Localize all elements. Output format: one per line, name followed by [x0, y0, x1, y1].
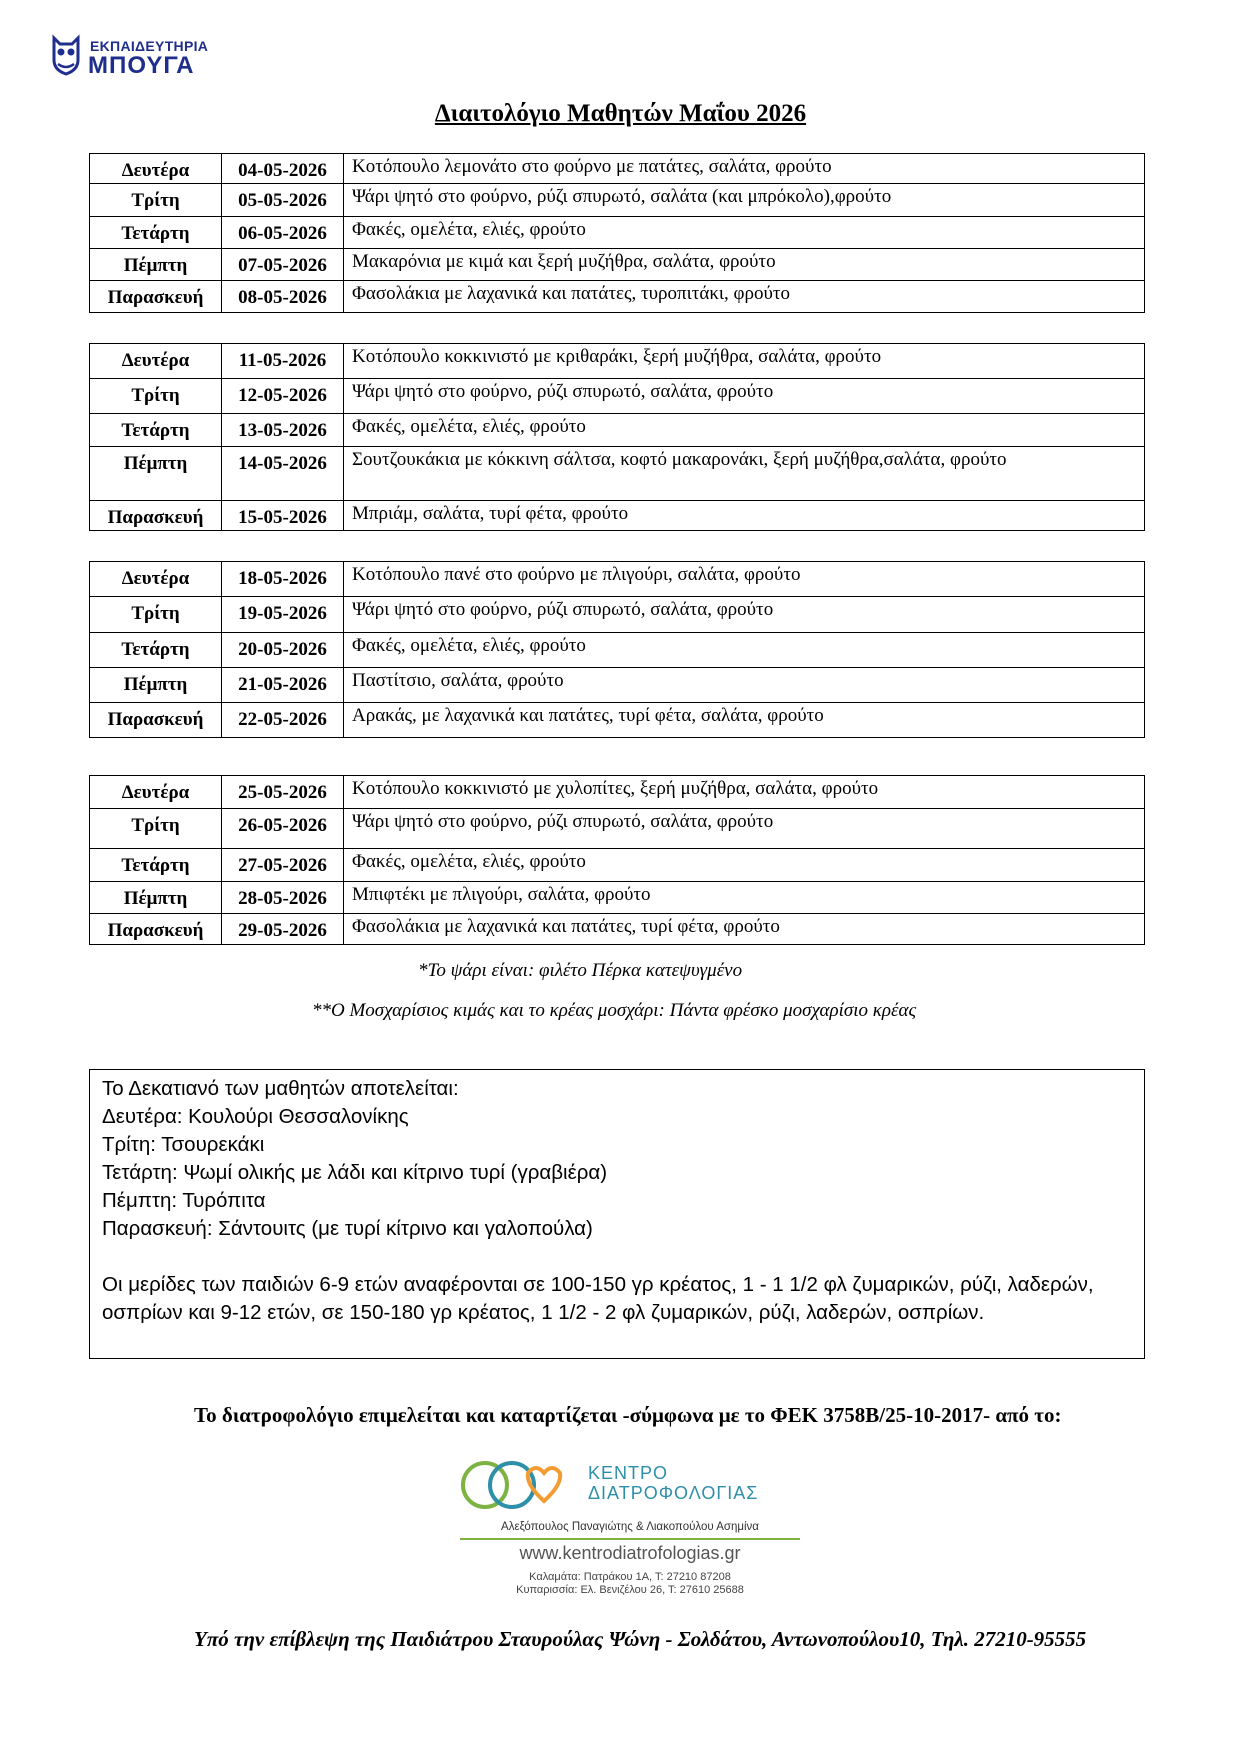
center-address-1: Καλαμάτα: Πατράκου 1Α, Τ: 27210 87208 — [529, 1571, 731, 1583]
day-cell: Δευτέρα — [90, 562, 222, 597]
center-people: Αλεξόπουλος Παναγιώτης & Λιακοπούλου Ασημίνα — [501, 1521, 759, 1533]
divider — [460, 1538, 800, 1540]
snack-monday: Δευτέρα: Κουλούρι Θεσσαλονίκης — [102, 1105, 409, 1128]
meal-cell: Αρακάς, με λαχανικά και πατάτες, τυρί φέτα, σαλάτα, φρούτο — [344, 703, 1145, 738]
date-cell: 29-05-2026 — [222, 914, 344, 945]
logo-text-top: ΕΚΠΑΙΔΕΥΤΗΡΙΑ — [90, 38, 209, 54]
meal-cell: Φασολάκια με λαχανικά και πατάτες, τυρί φέτα, φρούτο — [344, 914, 1145, 945]
date-cell: 26-05-2026 — [222, 809, 344, 849]
day-cell: Πέμπτη — [90, 447, 222, 501]
meal-cell: Φακές, ομελέτα, ελιές, φρούτο — [344, 414, 1145, 447]
day-cell: Παρασκευή — [90, 914, 222, 945]
day-cell: Παρασκευή — [90, 501, 222, 531]
day-cell: Παρασκευή — [90, 703, 222, 738]
meal-cell: Κοτόπουλο κοκκινιστό με χυλοπίτες, ξερή μυζήθρα, σαλάτα, φρούτο — [344, 776, 1145, 809]
school-logo — [48, 34, 238, 82]
meal-cell: Ψάρι ψητό στο φούρνο, ρύζι σπυρωτό, σαλάτα, φρούτο — [344, 597, 1145, 633]
fish-note: *Το ψάρι είναι: φιλέτο Πέρκα κατεψυγμένο — [418, 960, 743, 981]
date-cell: 11-05-2026 — [222, 344, 344, 379]
snack-box — [89, 1069, 1145, 1359]
week-table-2 — [89, 343, 1145, 531]
center-name-line2: ΔΙΑΤΡΟΦΟΛΟΓΙΑΣ — [588, 1483, 759, 1503]
table-row — [90, 281, 1145, 313]
table-row — [90, 414, 1145, 447]
table-row — [90, 849, 1145, 882]
meal-cell: Κοτόπουλο πανέ στο φούρνο με πλιγούρι, σαλάτα, φρούτο — [344, 562, 1145, 597]
table-row — [90, 882, 1145, 914]
date-cell: 13-05-2026 — [222, 414, 344, 447]
meal-cell: Παστίτσιο, σαλάτα, φρούτο — [344, 668, 1145, 703]
day-cell: Πέμπτη — [90, 668, 222, 703]
date-cell: 08-05-2026 — [222, 281, 344, 313]
snack-intro: Το Δεκατιανό των μαθητών αποτελείται: — [102, 1077, 459, 1100]
table-row — [90, 249, 1145, 281]
day-cell: Δευτέρα — [90, 154, 222, 184]
day-cell: Πέμπτη — [90, 249, 222, 281]
meal-cell: Σουτζουκάκια με κόκκινη σάλτσα, κοφτό μακαρονάκι, ξερή μυζήθρα,σαλάτα, φρούτο — [344, 447, 1145, 501]
day-cell: Δευτέρα — [90, 344, 222, 379]
table-row — [90, 914, 1145, 945]
day-cell: Δευτέρα — [90, 776, 222, 809]
date-cell: 12-05-2026 — [222, 379, 344, 414]
meal-cell: Μπριάμ, σαλάτα, τυρί φέτα, φρούτο — [344, 501, 1145, 531]
table-row — [90, 344, 1145, 379]
owl-icon — [48, 34, 84, 78]
day-cell: Τετάρτη — [90, 217, 222, 249]
meal-cell: Φασολάκια με λαχανικά και πατάτες, τυροπιτάκι, φρούτο — [344, 281, 1145, 313]
supervision-text: Υπό την επίβλεψη της Παιδιάτρου Σταυρούλας Ψώνη - Σολδάτου, Αντωνοπούλου10, Τηλ. 27210-95555 — [194, 1627, 1087, 1651]
center-address-2: Κυπαρισσία: Ελ. Βενιζέλου 26, Τ: 27610 25688 — [516, 1584, 744, 1596]
table-row — [90, 154, 1145, 184]
table-row — [90, 447, 1145, 501]
table-row — [90, 703, 1145, 738]
table-row — [90, 184, 1145, 217]
meal-cell: Μακαρόνια με κιμά και ξερή μυζήθρα, σαλάτα, φρούτο — [344, 249, 1145, 281]
overlapping-circles-icon — [450, 1455, 580, 1515]
meal-cell: Φακές, ομελέτα, ελιές, φρούτο — [344, 217, 1145, 249]
snack-wednesday: Τετάρτη: Ψωμί ολικής με λάδι και κίτρινο τυρί (γραβιέρα) — [102, 1161, 608, 1184]
meal-cell: Φακές, ομελέτα, ελιές, φρούτο — [344, 849, 1145, 882]
meal-cell: Κοτόπουλο λεμονάτο στο φούρνο με πατάτες, σαλάτα, φρούτο — [344, 154, 1145, 184]
page-title: Διαιτολόγιο Μαθητών Μαΐου 2026 — [434, 100, 807, 127]
date-cell: 21-05-2026 — [222, 668, 344, 703]
table-row — [90, 501, 1145, 531]
date-cell: 18-05-2026 — [222, 562, 344, 597]
day-cell: Τρίτη — [90, 184, 222, 217]
table-row — [90, 809, 1145, 849]
snack-tuesday: Τρίτη: Τσουρεκάκι — [102, 1133, 265, 1156]
spacer — [102, 1243, 1132, 1271]
logo-text-main: ΜΠΟΥΓΑ — [88, 52, 195, 79]
day-cell: Τρίτη — [90, 597, 222, 633]
date-cell: 22-05-2026 — [222, 703, 344, 738]
week-table-3 — [89, 561, 1145, 738]
week-table-4 — [89, 775, 1145, 945]
prepared-by-text: Το διατροφολόγιο επιμελείται και καταρτίζεται -σύμφωνα με το ΦΕΚ 3758Β/25-10-2017- από το: — [194, 1403, 1062, 1427]
table-row — [90, 379, 1145, 414]
table-row — [90, 217, 1145, 249]
table-row — [90, 668, 1145, 703]
table-row — [90, 562, 1145, 597]
snack-thursday: Πέμπτη: Τυρόπιτα — [102, 1189, 266, 1212]
day-cell: Τετάρτη — [90, 633, 222, 668]
portions-text: Οι μερίδες των παιδιών 6-9 ετών αναφέρονται σε 100-150 γρ κρέατος, 1 - 1 1/2 φλ ζυμαρικών, ρύζι, λαδερών, οσπρίων και 9-12 ετών, σε 150-180 γρ κρέατος, 1 1/2 - 2 φλ ζυμαρικών, ρύζι, λαδερών, οσπρίων. — [102, 1273, 1094, 1324]
beef-note: **Ο Μοσχαρίσιος κιμάς και το κρέας μοσχάρι: Πάντα φρέσκο μοσχαρίσιο κρέας — [312, 1000, 917, 1021]
day-cell: Παρασκευή — [90, 281, 222, 313]
nutrition-center-logo — [450, 1455, 810, 1595]
table-row — [90, 776, 1145, 809]
date-cell: 19-05-2026 — [222, 597, 344, 633]
date-cell: 07-05-2026 — [222, 249, 344, 281]
date-cell: 25-05-2026 — [222, 776, 344, 809]
date-cell: 06-05-2026 — [222, 217, 344, 249]
date-cell: 05-05-2026 — [222, 184, 344, 217]
week-table-1 — [89, 153, 1145, 313]
date-cell: 04-05-2026 — [222, 154, 344, 184]
table-row — [90, 633, 1145, 668]
day-cell: Πέμπτη — [90, 882, 222, 914]
meal-cell: Ψάρι ψητό στο φούρνο, ρύζι σπυρωτό, σαλάτα, φρούτο — [344, 379, 1145, 414]
table-row — [90, 597, 1145, 633]
date-cell: 14-05-2026 — [222, 447, 344, 501]
meal-cell: Ψάρι ψητό στο φούρνο, ρύζι σπυρωτό, σαλάτα, φρούτο — [344, 809, 1145, 849]
date-cell: 15-05-2026 — [222, 501, 344, 531]
snack-friday: Παρασκευή: Σάντουιτς (με τυρί κίτρινο και γαλοπούλα) — [102, 1217, 593, 1240]
meal-cell: Φακές, ομελέτα, ελιές, φρούτο — [344, 633, 1145, 668]
meal-cell: Κοτόπουλο κοκκινιστό με κριθαράκι, ξερή μυζήθρα, σαλάτα, φρούτο — [344, 344, 1145, 379]
day-cell: Τρίτη — [90, 809, 222, 849]
date-cell: 20-05-2026 — [222, 633, 344, 668]
meal-cell: Μπιφτέκι με πλιγούρι, σαλάτα, φρούτο — [344, 882, 1145, 914]
date-cell: 28-05-2026 — [222, 882, 344, 914]
day-cell: Τετάρτη — [90, 849, 222, 882]
day-cell: Τρίτη — [90, 379, 222, 414]
center-website: www.kentrodiatrofologias.gr — [519, 1543, 741, 1563]
day-cell: Τετάρτη — [90, 414, 222, 447]
center-name-line1: ΚΕΝΤΡΟ — [588, 1463, 669, 1483]
meal-cell: Ψάρι ψητό στο φούρνο, ρύζι σπυρωτό, σαλάτα (και μπρόκολο),φρούτο — [344, 184, 1145, 217]
date-cell: 27-05-2026 — [222, 849, 344, 882]
